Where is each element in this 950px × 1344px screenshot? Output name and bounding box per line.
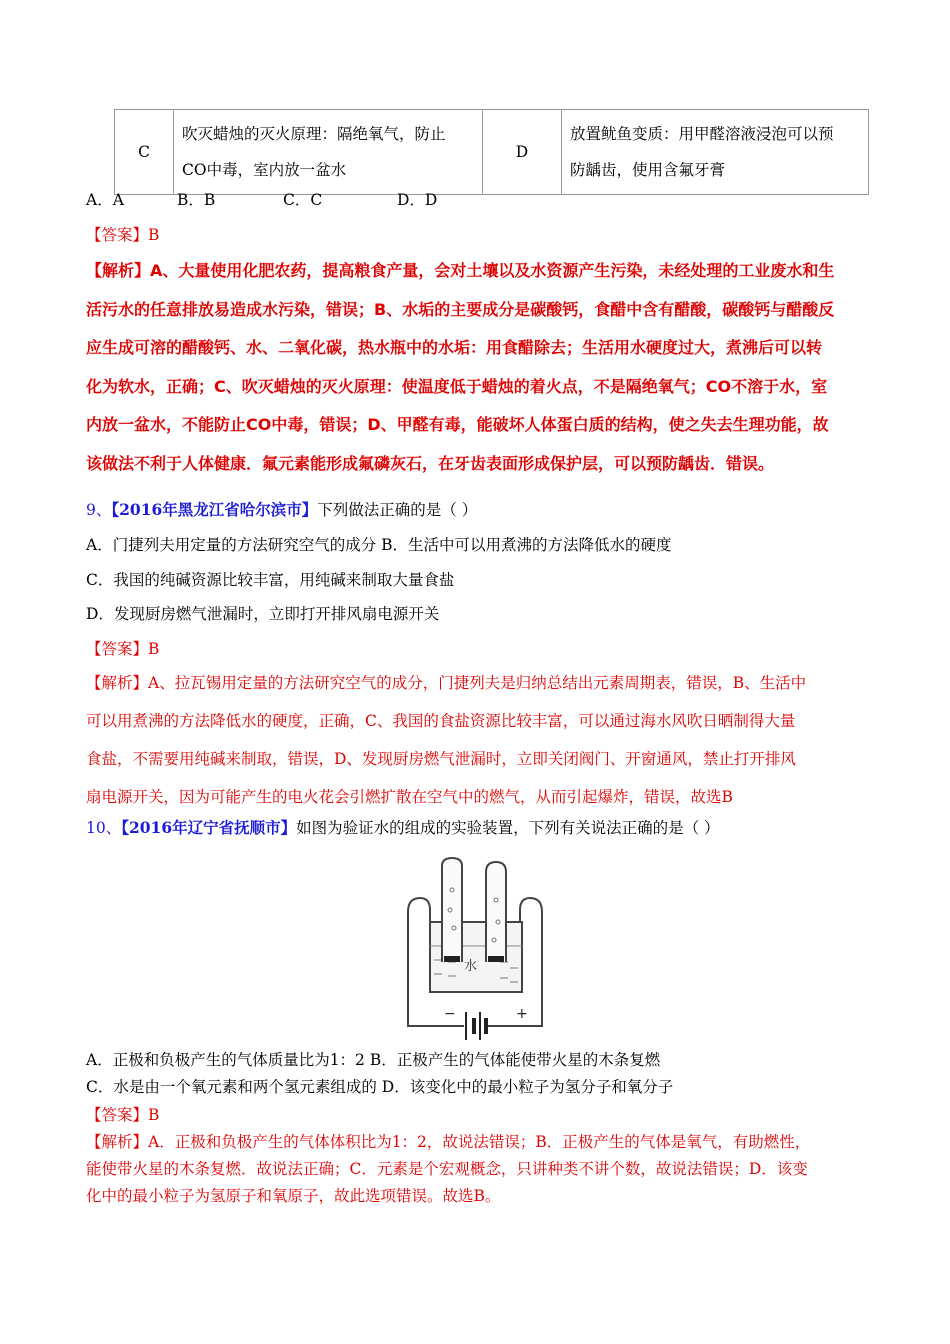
table-row (115, 110, 869, 195)
q8-explanation-line: 内放一盆水，不能防止CO中毒，错误；D、甲醛有毒，能破坏人体蛋白质的结构，使之失去生理功能，故 (86, 415, 829, 434)
q9-explanation-line: 【解析】A、拉瓦锡用定量的方法研究空气的成分，门捷列夫是归纳总结出元素周期表，错误，B、生活中 (86, 674, 807, 692)
q9-question: 下列做法正确的是（ ） (317, 501, 478, 519)
q9-explanation-line: 扇电源开关，因为可能产生的电火花会引燃扩散在空气中的燃气，从而引起爆炸，错误，故选B (86, 788, 733, 806)
option-d-text (562, 110, 869, 195)
q8-option-a: A．A (86, 191, 124, 209)
q9-answer: 【答案】B (86, 640, 160, 658)
options-table (114, 109, 869, 195)
q10-option-cd: C．水是由一个氧元素和两个氢元素组成的 D．该变化中的最小粒子为氢分子和氧分子 (86, 1078, 674, 1096)
q9-number: 9、 (86, 501, 112, 519)
positive-sign: + (516, 1006, 528, 1022)
q8-explanation-line: 该做法不利于人体健康．氟元素能形成氟磷灰石，在牙齿表面形成保护层，可以预防龋齿．错误。 (86, 453, 775, 473)
option-d-line2: 防龋齿，使用含氟牙膏 (570, 161, 726, 179)
electrolysis-apparatus-figure (400, 850, 552, 1046)
q8-answer: 【答案】B (86, 226, 160, 244)
option-label-d: D (483, 110, 562, 195)
positive-electrode (488, 956, 504, 962)
q9-explanation-line: 可以用煮沸的方法降低水的硬度，正确，C、我国的食盐资源比较丰富，可以通过海水风吹日晒制得大量 (86, 712, 796, 730)
q8-option-c: C．C (283, 191, 323, 209)
q8-explanation-line: 化为软水，正确；C、吹灭蜡烛的灭火原理：使温度低于蜡烛的着火点，不是隔绝氧气；CO不溶于水，室 (86, 376, 828, 396)
negative-sign: − (444, 1006, 456, 1022)
right-test-tube (486, 862, 506, 962)
q10-explanation-line: 【解析】A．正极和负极产生的气体体积比为1：2，故说法错误；B．正极产生的气体是氧气，有助燃性， (86, 1133, 811, 1151)
q10-explanation-line: 化中的最小粒子为氢原子和氧原子，故此选项错误。故选B。 (86, 1187, 501, 1205)
q9-source: 【2016年黑龙江省哈尔滨市】 (111, 500, 318, 519)
option-c-line2: CO中毒，室内放一盆水 (182, 161, 347, 179)
q10-option-ab: A．正极和负极产生的气体质量比为1：2 B．正极产生的气体能使带火星的木条复燃 (86, 1051, 661, 1069)
q8-explanation-line: 应生成可溶的醋酸钙、水、二氧化碳，热水瓶中的水垢：用食醋除去；生活用水硬度过大，煮沸后可以转 (86, 338, 823, 357)
left-wire-arm (408, 898, 430, 986)
q10-answer: 【答案】B (86, 1106, 160, 1124)
q9-explanation-line: 食盐，不需要用纯碱来制取，错误，D、发现厨房燃气泄漏时，立即关闭阀门、开窗通风，禁止打开排风 (86, 750, 796, 768)
option-c-line1: 吹灭蜡烛的灭火原理：隔绝氧气，防止 (182, 125, 446, 143)
q10-stem (86, 818, 720, 838)
q8-option-d: D．D (397, 191, 438, 209)
option-c-text (174, 110, 483, 195)
q10-question: 如图为验证水的组成的实验装置，下列有关说法正确的是（ ） (296, 819, 720, 837)
q10-explanation-line: 能使带火星的木条复燃．故说法正确；C．元素是个宏观概念，只讲种类不讲个数，故说法错误；D．该变 (86, 1160, 808, 1178)
water-label: 水 (464, 959, 478, 974)
q9-option-ab: A．门捷列夫用定量的方法研究空气的成分 B．生活中可以用煮沸的方法降低水的硬度 (86, 536, 672, 554)
option-d-line1: 放置鱿鱼变质：用甲醛溶液浸泡可以预 (570, 125, 834, 143)
q9-option-d: D．发现厨房燃气泄漏时，立即打开排风扇电源开关 (86, 605, 440, 623)
q10-source: 【2016年辽宁省抚顺市】 (121, 818, 297, 837)
negative-electrode (444, 956, 460, 962)
q10-number: 10、 (86, 819, 122, 837)
right-wire-arm (520, 898, 542, 986)
q9-option-c: C．我国的纯碱资源比较丰富，用纯碱来制取大量食盐 (86, 571, 455, 589)
q9-stem (86, 500, 477, 520)
q8-option-b: B．B (177, 191, 216, 209)
q9-explanation (86, 664, 876, 816)
q8-explanation-line: 【解析】A、大量使用化肥农药，提高粮食产量，会对土壤以及水资源产生污染，未经处理的工业废水和生 (86, 261, 835, 280)
q8-explanation (86, 252, 876, 483)
q8-explanation-line: 活污水的任意排放易造成水污染，错误；B、水垢的主要成分是碳酸钙，食醋中含有醋酸，碳酸钙与醋酸反 (86, 299, 835, 319)
q10-explanation (86, 1129, 876, 1210)
option-label-c: C (115, 110, 174, 195)
